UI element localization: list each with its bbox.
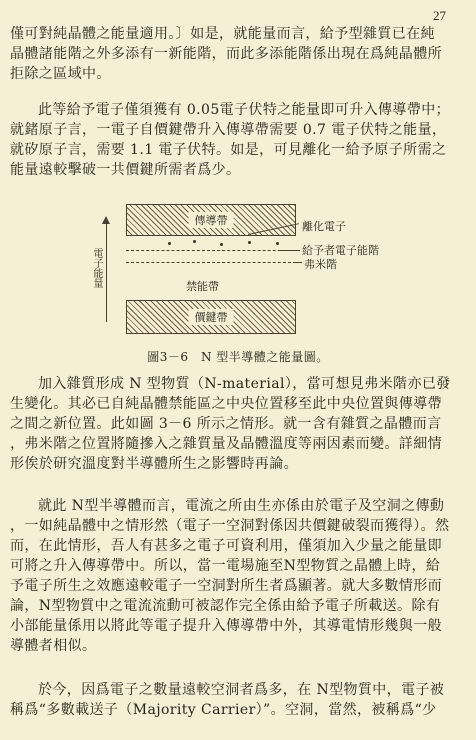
text-line: 導體者相似。 [10,638,97,654]
energy-diagram [91,202,379,342]
text-line: 能量遠較擊破一共價鍵所需者爲少。 [10,162,241,178]
text-line: 此等給予電子僅須獲有 0.05電子伏特之能量即可升入傳導帶中； [38,102,451,118]
text-line: 拒除之區域中。 [10,66,111,82]
electron-dot [193,240,196,243]
text-line: 於今，因爲電子之數量遠較空洞者爲多，在 N型物質中，電子被 [38,682,445,698]
text-line: 僅可對純晶體之能量適用。〕如是，就能量而言，給予型雜質已在純 [10,26,435,42]
text-line: 之間之新位置。此如圖 3－6 所示之情形。就一含有雜質之晶體而言 [10,416,442,432]
axis-label: 電子能量 [91,248,102,288]
valence-band [126,300,296,334]
paragraph-3 [0,374,476,474]
leader-line [278,250,300,251]
text-line: 論，N型物質中之電流流動可被認作完全係由給予電子所載送。除有 [10,598,441,614]
conduction-band-label: 傳導帶 [189,212,234,228]
energy-axis [106,222,107,322]
text-line: 而，在此情形，吾人有甚多之電子可資利用，僅須加入少量之能量即 [10,538,442,554]
paragraph-4 [0,496,476,656]
leader-line [296,262,302,263]
page-number: 27 [433,8,446,23]
axis-arrow-icon [102,216,110,224]
donor-level-line [126,250,296,251]
text-line: 稱爲“多數載送子（Majority Carrier）”。空洞，當然，被稱爲“少 [10,702,437,718]
text-line: 晶體諸能階之外多添有一新能階，而此多添能階係出現在爲純晶體所 [10,46,442,62]
electron-dot [276,242,279,245]
valence-band-label: 價鍵帶 [189,309,234,325]
text-line: 就矽原子言，需要 1.1 電子伏特。如是，可見離化一給予原子所需之 [10,142,447,158]
text-line: 生變化。其必已自純晶體禁能區之中央位置移至此中央位置與傳導帶 [10,396,442,412]
text-line: 就此 N型半導體而言，電流之所由生亦係由於電子及空洞之傳動 [38,498,445,514]
paragraph-2 [0,100,476,180]
forbidden-band-label: 禁能帶 [186,280,219,293]
text-line: 就鍺原子言，一電子自價鍵帶升入傳導帶需要 0.7 電子伏特之能量， [10,122,447,138]
text-line: 可將之升入傳導帶中。所以，當一電場施至N型物質之晶體上時，給 [10,558,441,574]
paragraph-1 [0,24,476,84]
text-line: 形俟於研究溫度對半導體所生之影響時再論。 [10,456,298,472]
figure-caption: 圖3－6 N 型半導體之能量圖。 [147,350,329,364]
conduction-band [126,204,296,236]
text-line: 小部能量係用以將此等電子提升入傳導帶中外，其導電情形幾與一般 [10,618,442,634]
paragraph-5 [0,680,476,720]
electron-dot [168,242,171,245]
electron-dot [220,243,223,246]
text-line: 予電子所生之效應遠較電子一空洞對所生者爲顯著。就大多數情形而 [10,578,442,594]
text-line: 加入雜質形成 N 型物質（N-material），當可想見弗米階亦已發 [38,376,451,392]
donor-level-label: 給予者電子能階 [302,244,379,257]
electron-dot [248,241,251,244]
ionized-electron-label: 離化電子 [302,220,346,233]
text-line: ，弗米階之位置將隨摻入之雜質量及晶體溫度等兩因素而變。詳細情 [10,436,442,452]
fermi-level-label: 弗米階 [304,258,337,271]
fermi-level-line [126,262,296,263]
text-line: ，一如純晶體中之情形然（電子一空洞對係因共價鍵破裂而獲得）。然 [10,518,450,534]
